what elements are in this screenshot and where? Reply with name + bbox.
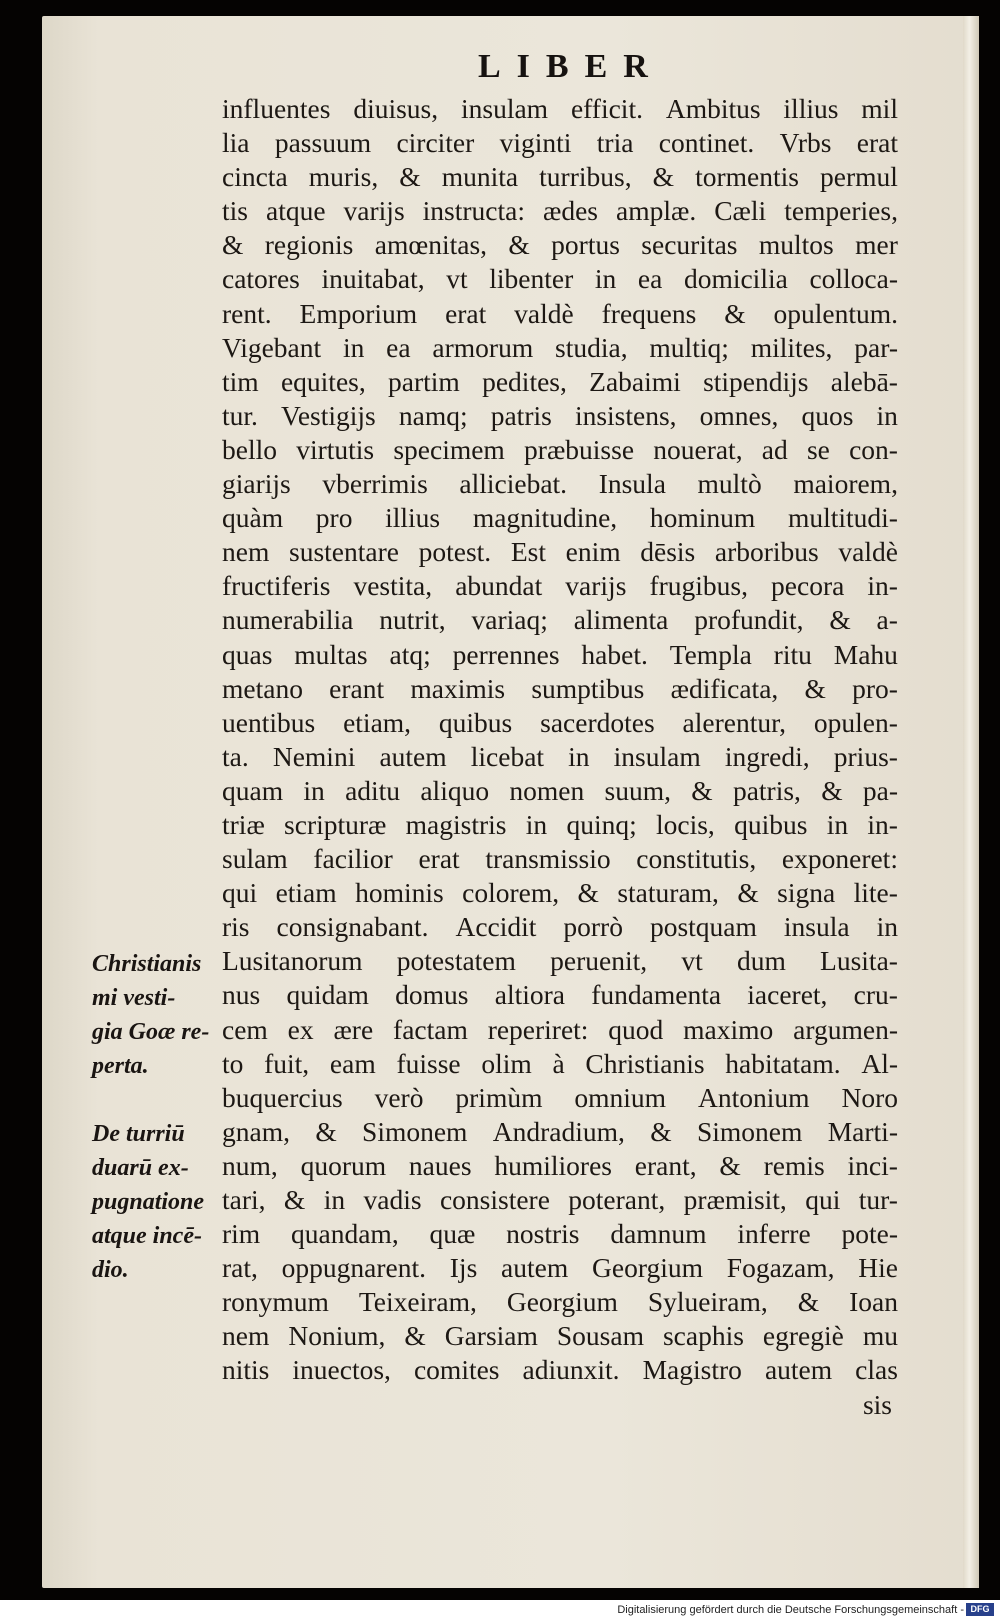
text-line: Lusitanorum potestatem peruenit, vt dum Lusita- (222, 945, 898, 977)
text-line: metano erant maximis sumptibus ædificata, & pro- (222, 672, 898, 704)
text-line: qui etiam hominis colorem, & staturam, & signa lite- (222, 877, 898, 909)
text-line: num, quorum naues humiliores erant, & remis inci- (222, 1149, 898, 1181)
footer-credit: Digitalisierung gefördert durch die Deutsche Forschungsgemeinschaft - (617, 1604, 964, 1616)
text-line: Vigebant in ea armorum studia, multiq; milites, par- (222, 331, 898, 363)
text-line: triæ scripturæ magistris in quinq; locis, quibus in in- (222, 808, 898, 840)
text-line: quàm pro illius magnitudine, hominum multitudi- (222, 502, 898, 534)
text-line: uentibus etiam, quibus sacerdotes alerentur, opulen- (222, 706, 898, 738)
text-line: bello virtutis specimem præbuisse nouerat, ad se con- (222, 433, 898, 465)
text-line: cincta muris, & munita turribus, & tormentis permul (222, 161, 898, 193)
page-edge (963, 16, 979, 1588)
text-line: nem Nonium, & Garsiam Sousam scaphis egregiè mu (222, 1320, 898, 1352)
text-line: nitis inuectos, comites adiunxit. Magistro autem clas (222, 1354, 898, 1386)
text-line: rent. Emporium erat valdè frequens & opulentum. (222, 297, 898, 329)
margin-note-line: gia Goæ re- (92, 1019, 210, 1045)
text-line: tari, & in vadis consistere poterant, præmisit, qui tur- (222, 1184, 898, 1215)
text-line: to fuit, eam fuisse olim à Christianis habitatam. Al- (222, 1047, 898, 1079)
dfg-logo: DFG (966, 1603, 994, 1616)
text-line: nus quidam domus altiora fundamenta iaceret, cru- (222, 979, 898, 1011)
text-line: sulam facilior erat transmissio constitutis, exponeret: (222, 843, 898, 875)
running-head: LIBER (478, 48, 664, 85)
margin-note-line: perta. (92, 1053, 149, 1079)
margin-note-line: pugnatione (92, 1189, 205, 1215)
text-line: rim quandam, quæ nostris damnum inferre pote- (222, 1218, 898, 1250)
text-line: lia passuum circiter viginti tria continet. Vrbs erat (222, 127, 898, 159)
text-line: ta. Nemini autem licebat in insulam ingredi, prius- (222, 740, 898, 772)
text-line: cem ex ære factam reperiret: quod maximo argumen- (222, 1013, 898, 1045)
text-line: catores inuitabat, vt libenter in ea domicilia colloca- (222, 263, 898, 295)
text-line: ris consignabant. Accidit porrò postquam insula in (222, 911, 898, 943)
text-line: tim equites, partim pedites, Zabaimi stipendijs alebā- (222, 365, 898, 397)
text-line: ronymum Teixeiram, Georgium Sylueiram, & Ioan (222, 1286, 898, 1318)
margin-note-line: dio. (92, 1257, 129, 1283)
margin-note (92, 947, 222, 1083)
text-line: influentes diuisus, insulam efficit. Ambitus illius mil (222, 93, 898, 124)
margin-note-line: Christianis (92, 951, 202, 977)
body-text (222, 92, 898, 1422)
text-line: rat, oppugnarent. Ijs autem Georgium Fogazam, Hie (222, 1252, 898, 1284)
catchword: sis (862, 1388, 892, 1420)
text-line: nem sustentare potest. Est enim dēsis arboribus valdè (222, 536, 898, 568)
text-line: & regionis amœnitas, & portus securitas multos mer (222, 229, 898, 261)
text-line: numerabilia nutrit, variaq; alimenta profundit, & a- (222, 604, 898, 636)
margin-notes (92, 947, 222, 1321)
text-line: tur. Vestigijs namq; patris insistens, omnes, quos in (222, 399, 898, 431)
margin-note-line: atque incē- (92, 1223, 202, 1249)
text-line: buquercius verò primùm omnium Antonium Noro (222, 1081, 898, 1113)
text-line: quam in aditu aliquo nomen suum, & patris, & pa- (222, 774, 898, 806)
text-line: fructiferis vestita, abundat varijs frugibus, pecora in- (222, 570, 898, 602)
text-line: gnam, & Simonem Andradium, & Simonem Marti- (222, 1115, 898, 1147)
margin-note (92, 1117, 222, 1287)
margin-note-line: duarū ex- (92, 1155, 189, 1181)
text-line: tis atque varijs instructa: ædes amplæ. Cæli temperies, (222, 195, 898, 227)
text-line: quas multas atq; perrennes habet. Templa ritu Mahu (222, 638, 898, 670)
margin-note-line: De turriū (92, 1121, 185, 1147)
text-line: giarijs vberrimis alliciebat. Insula multò maiorem, (222, 468, 898, 500)
margin-note-line: mi vesti- (92, 985, 176, 1011)
